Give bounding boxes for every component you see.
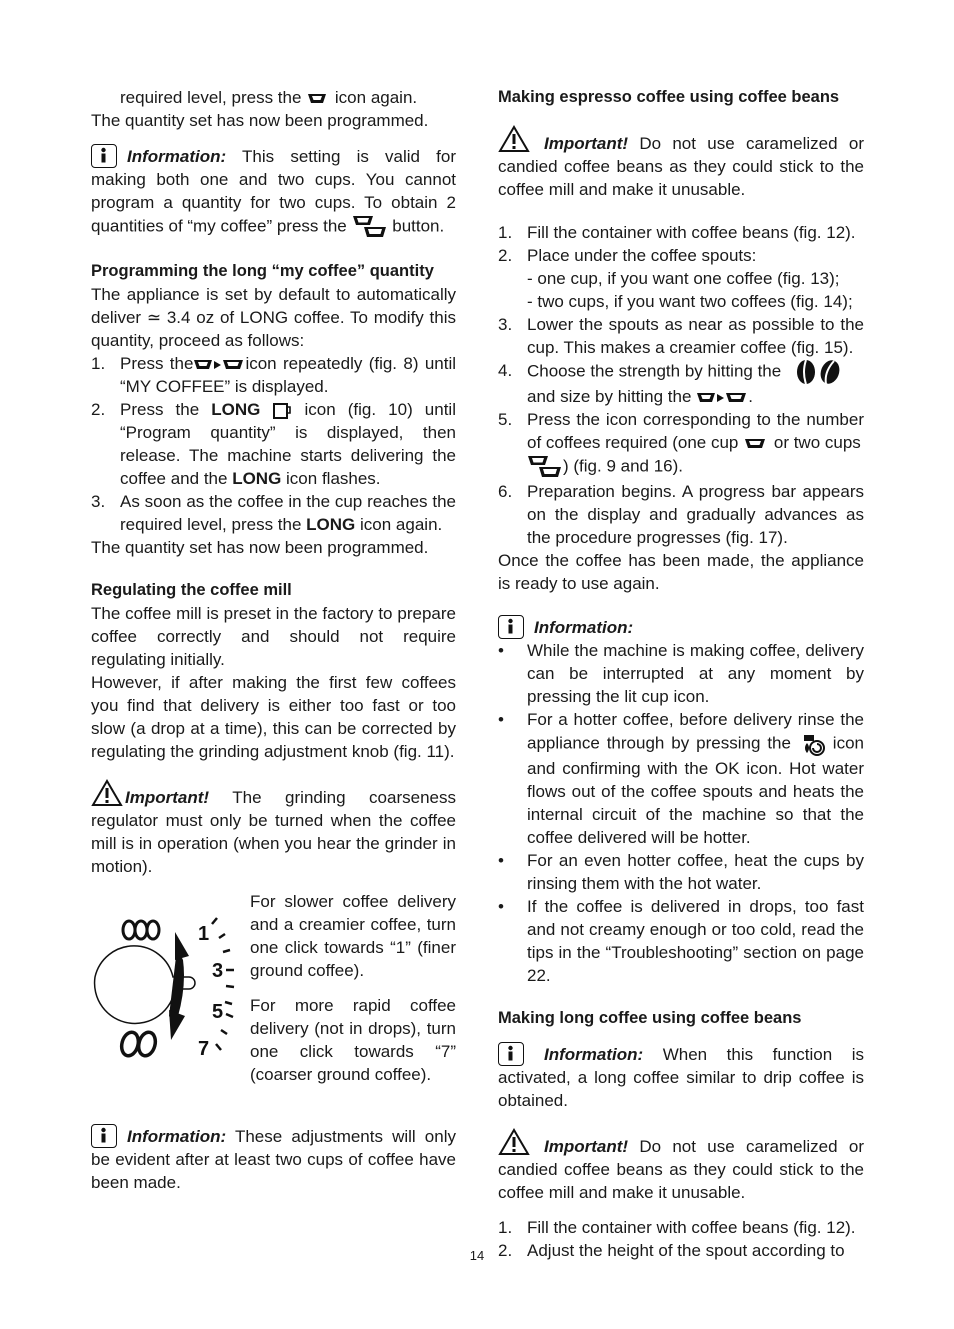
one-cup-icon [743,437,769,451]
text: icon repeatedly (fig. 8) until “MY COFFEE” is displayed. [120,354,457,396]
list-item [91,398,456,490]
text: Preparation begins. A progress bar appears on the display and gradually advances as the procedure progresses (fig. 17). [527,482,864,547]
heading-espresso: Making espresso coffee using coffee beans [498,88,840,106]
espresso-done: Once the coffee has been made, the appliance is ready to use again. [498,551,864,593]
long-label: LONG [232,469,282,488]
text: icon again. [360,515,443,534]
dial-label-3: 3 [212,960,224,982]
bullet: • [498,641,504,660]
text: Press the [120,354,194,373]
programmed-note: The quantity set has now been programmed. [91,111,429,130]
slower-delivery-text: For slower coffee delivery and a creamier coffee, turn one click towards “1” (finer ground coffee). [250,892,456,980]
bullet: • [498,897,504,916]
list-item [498,244,864,313]
left-column [91,86,456,1194]
text: icon (fig. 10) until “Program quantity” is displayed, then release. The machine starts delivering the coffee and the [120,400,456,488]
one-cup-icon [306,92,330,106]
important-note-1 [498,125,864,201]
warning-icon [498,125,530,153]
number: 6. [498,482,513,501]
text: If the coffee is delivered in drops, too fast and not creamy enough or too cold, read the tips in the “Troubleshooting” section on page 22. [527,897,864,985]
important-label: Important! [544,1137,629,1156]
info-label: Information: [534,618,634,637]
cup-arrow-cup-icon [193,358,245,372]
dial-label-5: 5 [212,1001,224,1023]
long-label: LONG [306,515,356,534]
info-icon [91,1124,117,1148]
number: 2. [498,1241,513,1260]
long-done: The quantity set has now been programmed. [91,538,429,557]
important-label: Important! [125,788,210,807]
heading-long-quantity: Programming the long “my coffee” quantity [91,262,434,280]
number: 3. [498,315,513,334]
info-note-3 [498,1042,864,1112]
cup-arrow-cup-icon [696,391,748,405]
list-item [498,480,864,549]
heading-coffee-mill: Regulating the coffee mill [91,581,292,599]
coarse-beans-icon [119,1030,158,1057]
text: or two cups [773,433,861,452]
bullet: • [498,710,504,729]
important-note-2 [498,1128,864,1204]
text: Do not use caramelized or candied coffee beans as they could stick to the coffee mill and make it unusable. [498,1137,864,1202]
fine-beans-icon [123,921,159,939]
number: 3. [91,492,106,511]
info-label: Information: [544,1045,644,1064]
text: Choose the strength by hitting the [527,361,782,381]
two-cups-icon [527,454,563,480]
info-bullets [498,639,864,987]
info-icon [498,1042,524,1066]
warning-icon [91,779,123,807]
text: As soon as the coffee in the cup reaches the required level, press the [120,492,456,534]
text: Fill the container with coffee beans (fig. 12). [527,223,856,242]
text: and size by hitting the [527,387,692,406]
text: These adjustments will only be evident after at least two cups of coffee have been made. [91,1127,456,1192]
two-cups-icon [352,214,388,240]
long-steps [91,352,456,536]
list-item [498,639,864,708]
text: Fill the container with coffee beans (fig. 12). [527,1218,856,1237]
long-label: LONG [211,400,261,419]
text: The grinding coarseness regulator must only be turned when the coffee mill is in operation (when you hear the grinder in motion). [91,788,456,876]
text: Press the [120,400,200,419]
text: - one cup, if you want one coffee (fig. 13); [527,269,840,288]
espresso-steps [498,221,864,549]
number: 2. [91,400,106,419]
list-item [498,359,864,408]
text: Press the icon corresponding to the number of coffees required (one cup [527,410,864,452]
page-number: 14 [469,1248,485,1263]
list-item [498,895,864,987]
text: This setting is valid for making both one and two cups. You cannot program a quantity for two cups. To obtain 2 quantities of “my coffee” press the [91,147,456,236]
number: 1. [498,1218,513,1237]
text: While the machine is making coffee, delivery can be interrupted at any moment by pressing the lit cup icon. [527,641,864,706]
list-item [91,490,456,536]
list-item [498,708,864,849]
info-icon [498,615,524,639]
grinder-figure [91,890,456,1100]
hot-water-rinse-icon [798,731,826,757]
text: - two cups, if you want two coffees (fig. 14); [527,292,853,311]
long-intro: The appliance is set by default to automatically deliver ≃ 3.4 oz of LONG coffee. To modify this quantity, proceed as follows: [91,285,456,350]
text: icon and confirming with the OK icon. Hot water flows out of the coffee spouts and heats the internal circuit of the machine so that the coffee delivered will be hotter. [527,733,864,847]
important-note-grinder [91,779,456,878]
text: icon flashes. [286,469,381,488]
right-column [498,86,864,1262]
number: 4. [498,361,513,380]
bullet: • [498,851,504,870]
text: ) (fig. 9 and 16). [563,456,684,476]
list-item [498,849,864,895]
text: icon again. [334,88,418,107]
number: 2. [498,246,513,265]
strength-beans-icon [794,359,844,385]
mill-paragraph-1: The coffee mill is preset in the factory to prepare coffee correctly and should not require regulating initially. [91,604,456,669]
grinder-dial-diagram [91,890,251,1100]
list-item [498,1216,864,1239]
text: required level, press the [120,88,302,107]
mill-paragraph-2: However, if after making the first few coffees you find that delivery is either too fast or too slow (a drop at a time), this can be corrected by regulating the grinding adjustment knob (fig. 11). [91,673,456,761]
text: Place under the coffee spouts: [527,246,757,265]
text: When this function is activated, a long coffee similar to drip coffee is obtained. [498,1045,864,1110]
list-item [498,221,864,244]
text: Do not use caramelized or candied coffee beans as they could stick to the coffee mill and make it unusable. [498,134,864,199]
info-note-bullets [498,615,864,639]
info-note-1 [91,144,456,240]
info-note-2 [91,1124,456,1194]
important-label: Important! [544,134,629,153]
continued-step [91,86,456,109]
info-icon [91,144,117,168]
dial-ticks [212,918,234,1050]
number: 1. [91,354,106,373]
dial-label-1: 1 [198,923,210,945]
dial-label-7: 7 [198,1038,210,1060]
text: For an even hotter coffee, heat the cups by rinsing them with the hot water. [527,851,864,893]
text: . [748,387,753,406]
text: button. [392,216,445,236]
grinder-instructions [250,890,456,1086]
long-cup-icon [272,402,292,420]
info-label: Information: [127,1127,227,1146]
warning-icon [498,1128,530,1156]
list-item [498,408,864,480]
text: Adjust the height of the spout according to [527,1241,845,1260]
text: For a hotter coffee, before delivery rinse the appliance through by pressing the [527,710,864,753]
list-item [498,313,864,359]
list-item [91,352,456,398]
text: Lower the spouts as near as possible to the cup. This makes a creamier coffee (fig. 15). [527,315,864,357]
number: 1. [498,223,513,242]
faster-delivery-text: For more rapid coffee delivery (not in drops), turn one click towards “7” (coarser ground coffee). [250,996,456,1084]
info-label: Information: [127,147,227,166]
number: 5. [498,410,513,429]
heading-long-coffee: Making long coffee using coffee beans [498,1009,802,1027]
